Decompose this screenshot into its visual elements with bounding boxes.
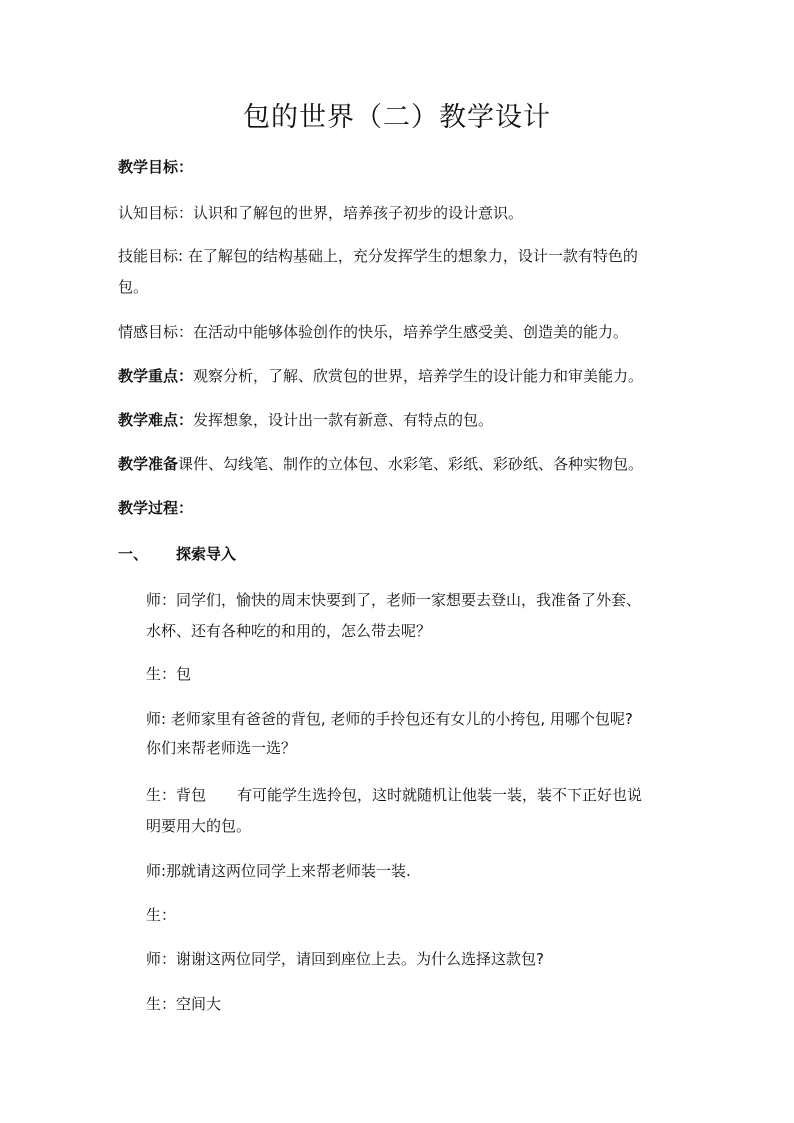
dialogue-4-line1b: 有可能学生选拎包，这时就随机让他装一装，装不下正好也说 (237, 786, 643, 804)
emotional-objective: 情感目标：在活动中能够体验创作的快乐，培养学生感受美、创造美的能力。 (118, 323, 629, 341)
dialogue-1-line2: 水杯、还有各种吃的和用的，怎么带去呢？ (146, 622, 432, 640)
section1-title: 探索导入 (176, 545, 237, 563)
difficulty-label: 教学难点： (118, 411, 194, 429)
skill-objective-line1: 技能目标: 在了解包的结构基础上，充分发挥学生的想象力，设计一款有特色的 (118, 247, 638, 265)
key-point-text: 观察分析，了解、欣赏包的世界，培养学生的设计能力和审美能力。 (193, 367, 644, 385)
dialogue-3-line2: 你们来帮老师选一选？ (146, 739, 297, 757)
section1-number: 一、 (118, 545, 149, 563)
dialogue-2: 生：包 (146, 665, 192, 683)
dialogue-1-line1: 师：同学们，愉快的周末快要到了，老师一家想要去登山，我准备了外套、 (146, 591, 642, 609)
difficulty (118, 410, 493, 430)
dialogue-6: 生： (146, 906, 177, 924)
process-heading: 教学过程： (118, 499, 194, 517)
preparation-text: 课件、勾线笔、制作的立体包、水彩笔、彩纸、彩砂纸、各种实物包。 (178, 455, 644, 473)
difficulty-text: 发挥想象，设计出一款有新意、有特点的包。 (193, 411, 494, 429)
dialogue-3-line1: 师: 老师家里有爸爸的背包, 老师的手拎包还有女儿的小挎包, 用哪个包呢? (146, 710, 633, 728)
dialogue-4-line2: 明要用大的包。 (146, 817, 252, 835)
dialogue-7: 师：谢谢这两位同学，请回到座位上去。为什么选择这款包? (146, 950, 544, 968)
dialogue-4-line1a: 生：背包 (146, 786, 207, 804)
dialogue-5: 师:那就请这两位同学上来帮老师装一装. (146, 862, 411, 880)
key-point (118, 366, 643, 386)
objectives-heading: 教学目标： (118, 158, 194, 176)
cognitive-objective: 认知目标：认识和了解包的世界，培养孩子初步的设计意识。 (118, 204, 524, 222)
preparation (118, 454, 643, 474)
preparation-label: 教学准备 (118, 455, 179, 473)
key-point-label: 教学重点： (118, 367, 194, 385)
document-title: 包的世界（二）教学设计 (243, 102, 551, 133)
skill-objective-line2: 包。 (118, 278, 149, 296)
dialogue-8: 生：空间大 (146, 995, 222, 1013)
